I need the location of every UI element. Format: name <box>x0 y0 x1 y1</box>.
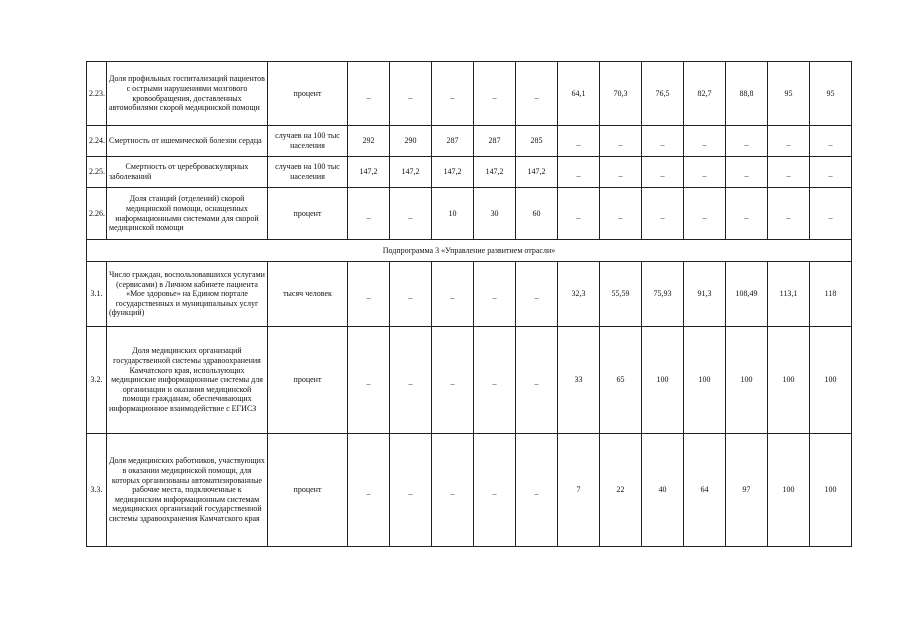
value-cell: – <box>474 262 516 327</box>
value-cell: 65 <box>600 327 642 434</box>
indicator-name: Доля станций (отделений) скорой медицинской помощи, оснащенных информационными системами для скорой медицинской помощи <box>107 188 268 240</box>
row-number: 2.23. <box>87 62 107 126</box>
value-cell: 75,93 <box>642 262 684 327</box>
value-cell: 147,2 <box>432 157 474 188</box>
value-cell: 100 <box>768 327 810 434</box>
table-row <box>87 188 852 240</box>
value-cell: – <box>474 62 516 126</box>
indicator-name: Смертность от цереброваскулярных заболеваний <box>107 157 268 188</box>
value-cell: – <box>600 157 642 188</box>
value-cell: 82,7 <box>684 62 726 126</box>
value-cell: – <box>516 262 558 327</box>
unit-of-measure: процент <box>268 327 348 434</box>
value-cell: – <box>558 126 600 157</box>
table-row <box>87 327 852 434</box>
value-cell: 40 <box>642 434 684 547</box>
value-cell: 10 <box>432 188 474 240</box>
value-cell: 55,59 <box>600 262 642 327</box>
value-cell: – <box>348 62 390 126</box>
value-cell: – <box>768 126 810 157</box>
value-cell: – <box>390 262 432 327</box>
table-row <box>87 62 852 126</box>
value-cell: 33 <box>558 327 600 434</box>
value-cell: 118 <box>810 262 852 327</box>
unit-of-measure: случаев на 100 тыс населения <box>268 126 348 157</box>
value-cell: – <box>726 126 768 157</box>
value-cell: – <box>726 188 768 240</box>
value-cell: – <box>474 434 516 547</box>
indicator-name: Доля медицинских работников, участвующих в оказании медицинской помощи, для которых организованы автоматизированные рабочие места, подключенные к медицинским информационным системам медицинских организаций государственной системы здравоохранения Камчатского края <box>107 434 268 547</box>
indicators-table <box>86 61 852 547</box>
value-cell: – <box>474 327 516 434</box>
value-cell: 108,49 <box>726 262 768 327</box>
value-cell: 76,5 <box>642 62 684 126</box>
indicator-name: Доля медицинских организаций государственной системы здравоохранения Камчатского края, использующих медицинские информационные системы для организации и оказания медицинской помощи гражданам, обеспечивающих информационное взаимодействие с ЕГИСЗ <box>107 327 268 434</box>
value-cell: 290 <box>390 126 432 157</box>
value-cell: – <box>726 157 768 188</box>
value-cell: – <box>390 327 432 434</box>
value-cell: 30 <box>474 188 516 240</box>
value-cell: 97 <box>726 434 768 547</box>
value-cell: 100 <box>684 327 726 434</box>
value-cell: – <box>810 157 852 188</box>
value-cell: 147,2 <box>474 157 516 188</box>
value-cell: – <box>432 327 474 434</box>
value-cell: 285 <box>516 126 558 157</box>
value-cell: – <box>348 327 390 434</box>
value-cell: 95 <box>768 62 810 126</box>
value-cell: – <box>642 188 684 240</box>
value-cell: 32,3 <box>558 262 600 327</box>
value-cell: – <box>390 188 432 240</box>
value-cell: 113,1 <box>768 262 810 327</box>
table-row <box>87 434 852 547</box>
value-cell: – <box>390 434 432 547</box>
value-cell: – <box>348 262 390 327</box>
value-cell: 100 <box>768 434 810 547</box>
value-cell: – <box>600 126 642 157</box>
row-number: 3.1. <box>87 262 107 327</box>
value-cell: – <box>768 157 810 188</box>
value-cell: – <box>558 157 600 188</box>
value-cell: 60 <box>516 188 558 240</box>
value-cell: 22 <box>600 434 642 547</box>
value-cell: 100 <box>810 434 852 547</box>
row-number: 3.2. <box>87 327 107 434</box>
value-cell: – <box>684 188 726 240</box>
value-cell: – <box>432 262 474 327</box>
value-cell: 100 <box>810 327 852 434</box>
rows-before <box>87 62 852 240</box>
rows-after <box>87 262 852 547</box>
table-row <box>87 157 852 188</box>
unit-of-measure: процент <box>268 188 348 240</box>
value-cell: – <box>642 157 684 188</box>
row-number: 2.25. <box>87 157 107 188</box>
row-number: 2.26. <box>87 188 107 240</box>
value-cell: 91,3 <box>684 262 726 327</box>
indicator-name: Доля профильных госпитализаций пациентов с острыми нарушениями мозгового кровообращения, доставленных автомобилями скорой медицинской помощи <box>107 62 268 126</box>
value-cell: – <box>810 188 852 240</box>
value-cell: 64,1 <box>558 62 600 126</box>
value-cell: 95 <box>810 62 852 126</box>
unit-of-measure: процент <box>268 62 348 126</box>
value-cell: – <box>432 434 474 547</box>
value-cell: 147,2 <box>348 157 390 188</box>
value-cell: – <box>684 157 726 188</box>
value-cell: 147,2 <box>516 157 558 188</box>
indicator-name: Число граждан, воспользовавшихся услугами (сервисами) в Личном кабинете пациента «Мое здоровье» на Едином портале государственных и муниципальных услуг (функций) <box>107 262 268 327</box>
unit-of-measure: тысяч человек <box>268 262 348 327</box>
document-page <box>86 61 851 547</box>
indicator-name: Смертность от ишемической болезни сердца <box>107 126 268 157</box>
value-cell: – <box>768 188 810 240</box>
value-cell: – <box>642 126 684 157</box>
value-cell: – <box>348 434 390 547</box>
subprogram-header <box>87 240 852 262</box>
unit-of-measure: процент <box>268 434 348 547</box>
value-cell: – <box>810 126 852 157</box>
row-number: 3.3. <box>87 434 107 547</box>
value-cell: 292 <box>348 126 390 157</box>
value-cell: 7 <box>558 434 600 547</box>
value-cell: 88,8 <box>726 62 768 126</box>
value-cell: 287 <box>432 126 474 157</box>
value-cell: 70,3 <box>600 62 642 126</box>
value-cell: – <box>558 188 600 240</box>
row-number: 2.24. <box>87 126 107 157</box>
value-cell: – <box>600 188 642 240</box>
value-cell: 287 <box>474 126 516 157</box>
table-row <box>87 262 852 327</box>
value-cell: – <box>516 62 558 126</box>
value-cell: 100 <box>726 327 768 434</box>
value-cell: 147,2 <box>390 157 432 188</box>
table-row <box>87 126 852 157</box>
value-cell: 100 <box>642 327 684 434</box>
value-cell: 64 <box>684 434 726 547</box>
value-cell: – <box>516 434 558 547</box>
subprogram-title: Подпрограмма 3 «Управление развитием отрасли» <box>87 240 852 262</box>
value-cell: – <box>390 62 432 126</box>
value-cell: – <box>684 126 726 157</box>
value-cell: – <box>348 188 390 240</box>
value-cell: – <box>432 62 474 126</box>
unit-of-measure: случаев на 100 тыс населения <box>268 157 348 188</box>
value-cell: – <box>516 327 558 434</box>
